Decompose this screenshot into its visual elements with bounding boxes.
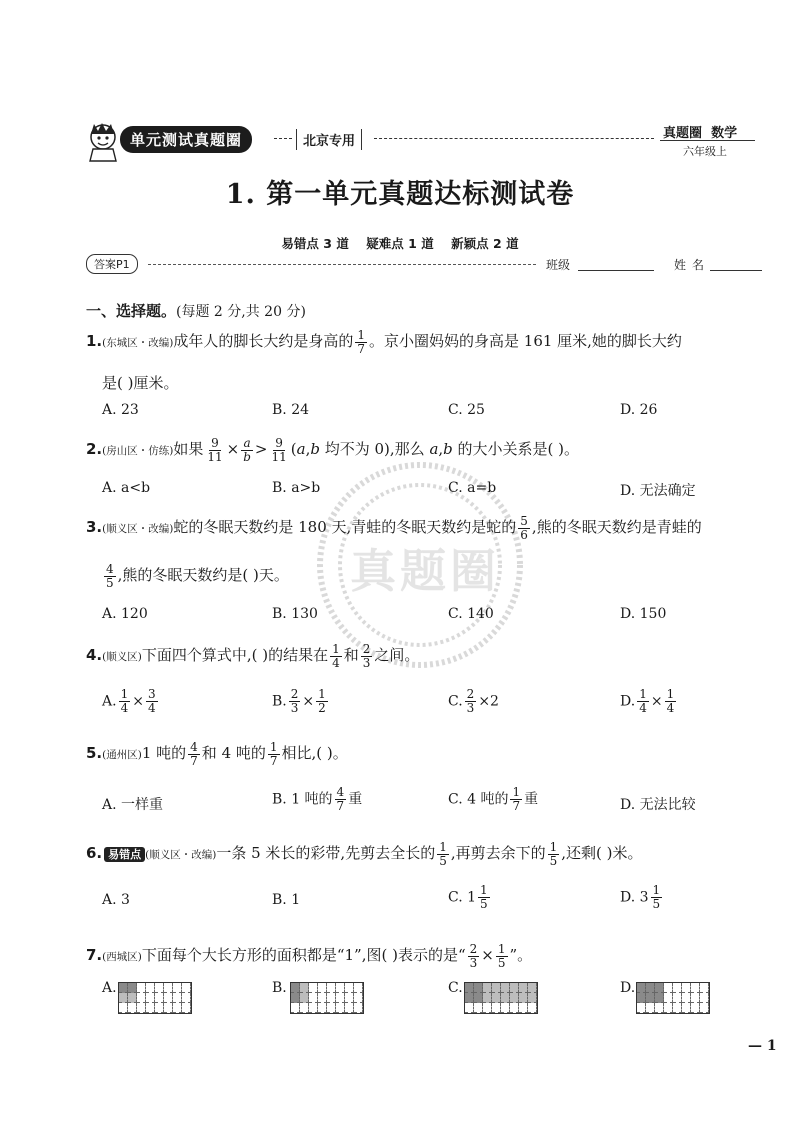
grid-cell [128,983,137,993]
grid-cell [492,993,501,1003]
question-1: 1.(东城区・改编)成年人的脚长大约是身高的 $\frac{1}{7}$ 。京小圈妈妈的身高是 161 厘米,她的脚长大约 [86,327,682,356]
grid-cell [327,1003,336,1013]
question-2: 2.(房山区・仿练)如果 $\frac{9}{11}$ × $\frac{a}{b}$ > $\frac{9}{11}$ (a,b 均不为 0),那么 a,b 的大小关系是( )。 [86,435,580,464]
grid-cell [146,1003,155,1013]
grid-cell [119,1003,128,1013]
class-label: 班级 [546,258,571,272]
grid-cell [318,983,327,993]
grid-cell [682,983,691,993]
page-title: 1. 第一单元真题达标测试卷 [225,179,575,210]
grid-cell [483,983,492,993]
grid-cell [182,983,191,993]
grid-cell [173,993,182,1003]
q3-option-b[interactable]: B. 130 [272,606,318,622]
grid-cell [474,993,483,1003]
q7-figure-d [636,982,710,1014]
grid-cell [336,983,345,993]
question-3-line2: $\frac{4}{5}$ ,熊的冬眠天数约是( )天。 [106,561,289,590]
grid-cell [664,983,673,993]
header-line-right [374,138,654,139]
q5-option-d[interactable]: D. 无法比较 [620,797,696,813]
q7-figure-c [464,982,538,1014]
grid-cell [327,983,336,993]
grid-cell [345,993,354,1003]
grid-cell [682,993,691,1003]
grid-cell [137,983,146,993]
grid-cell [300,983,309,993]
grid-cell [354,993,363,1003]
grid-cell [291,993,300,1003]
grid-cell [327,993,336,1003]
grid-cell [700,1003,709,1013]
grid-cell [519,1003,528,1013]
grid-cell [146,983,155,993]
grid-cell [155,1003,164,1013]
grid-cell [492,1003,501,1013]
grid-cell [155,993,164,1003]
grid-cell [309,993,318,1003]
header-line-left [274,138,292,139]
grid-cell [637,1003,646,1013]
q7-figure-b [290,982,364,1014]
grid-cell [164,983,173,993]
grid-cell [164,993,173,1003]
error-prone-tag: 易错点 [104,847,145,862]
q4-option-d[interactable]: D. $\frac{1}{4}$ × $\frac{1}{4}$ [620,687,675,715]
q1-option-d[interactable]: D. 26 [620,402,658,418]
grid-cell [655,993,664,1003]
q3-option-d[interactable]: D. 150 [620,606,667,622]
grid-cell [691,1003,700,1013]
header-bar [78,120,758,160]
answer-ref-line [148,264,536,265]
mascot-boy-icon [84,122,122,162]
grid-cell [664,1003,673,1013]
grid-cell [119,993,128,1003]
grid-cell [300,993,309,1003]
grid-cell [291,1003,300,1013]
q7-option-b[interactable]: B. [272,980,287,996]
grid-cell [155,983,164,993]
grid-cell [336,1003,345,1013]
grid-cell [519,993,528,1003]
page-number: — 1 [748,1038,777,1054]
grid-cell [128,993,137,1003]
badge-title: 单元测试真题圈 [120,126,252,153]
grid-cell [137,1003,146,1013]
q4-option-a[interactable]: A. $\frac{1}{4}$ × $\frac{3}{4}$ [102,687,156,715]
grid-cell [646,993,655,1003]
q4-option-c[interactable]: C. $\frac{2}{3}$ ×2 [448,687,499,715]
q6-option-d[interactable]: D. 3 $\frac{1}{5}$ [620,883,661,911]
grid-cell [510,993,519,1003]
grid-cell [465,993,474,1003]
grid-cell [182,1003,191,1013]
answer-ref: 答案P1 [86,254,138,274]
watermark-text: 真题圈 [350,544,500,598]
question-1-line2: 是( )厘米。 [102,374,179,392]
grid-cell [655,983,664,993]
grid-cell [691,993,700,1003]
grid-cell [483,993,492,1003]
q2-option-c[interactable]: C. a=b [448,480,497,496]
grid-cell [309,983,318,993]
grid-cell [501,983,510,993]
grid-cell [501,993,510,1003]
grid-cell [655,1003,664,1013]
grid-cell [501,1003,510,1013]
grid-cell [128,1003,137,1013]
grid-cell [519,983,528,993]
q2-option-b[interactable]: B. a>b [272,480,321,496]
grid-cell [336,993,345,1003]
grid-cell [345,983,354,993]
q2-option-d[interactable]: D. 无法确定 [620,483,696,499]
grid-cell [673,983,682,993]
q4-option-b[interactable]: B. $\frac{2}{3}$ × $\frac{1}{2}$ [272,687,326,715]
grid-cell [146,993,155,1003]
grid-cell [492,983,501,993]
grid-cell [510,1003,519,1013]
grid-cell [664,993,673,1003]
grid-cell [637,983,646,993]
q5-option-c[interactable]: C. 4 吨的 $\frac{1}{7}$ 重 [448,785,539,813]
q3-option-a[interactable]: A. 120 [102,606,148,622]
grid-cell [173,983,182,993]
q5-option-b[interactable]: B. 1 吨的 $\frac{4}{7}$ 重 [272,785,363,813]
q7-figure-a [118,982,192,1014]
question-6: 6. 易错点 (顺义区・改编)一条 5 米长的彩带,先剪去全长的 $\frac{1}{5}$ ,再剪去余下的 $\frac{1}{5}$ ,还剩( )米。 [86,839,643,868]
answer-ref-row [86,254,762,274]
q2-option-a[interactable]: A. a<b [102,480,151,496]
grid-cell [474,983,483,993]
grid-cell [637,993,646,1003]
grid-cell [474,1003,483,1013]
grid-cell [173,1003,182,1013]
q7-option-c[interactable]: C. [448,980,463,996]
name-field[interactable] [710,270,762,271]
stats-line: 易错点 3 道 疑难点 1 道 新颖点 2 道 [281,236,519,251]
q6-option-b[interactable]: B. 1 [272,892,301,908]
grid-cell [673,1003,682,1013]
q7-option-d[interactable]: D. [620,980,636,996]
grid-cell [119,983,128,993]
grid-cell [510,983,519,993]
grid-cell [345,1003,354,1013]
question-3: 3.(顺义区・改编)蛇的冬眠天数约是 180 天,青蛙的冬眠天数约是蛇的 $\frac{5}{6}$ ,熊的冬眠天数约是青蛙的 [86,513,702,542]
grid-cell [528,983,537,993]
grid-cell [673,993,682,1003]
q7-option-a[interactable]: A. [102,980,117,996]
grid-cell [465,1003,474,1013]
grid-cell [137,993,146,1003]
grid-cell [300,1003,309,1013]
name-label: 姓名 [674,258,711,272]
q5-option-a[interactable]: A. 一样重 [102,797,164,813]
grid-cell [354,1003,363,1013]
class-field[interactable] [578,270,654,271]
question-7: 7.(西城区)下面每个大长方形的面积都是“1”,图( )表示的是“ $\frac{2}{3}$ × $\frac{1}{5}$ ”。 [86,941,533,970]
grid-cell [309,1003,318,1013]
grid-cell [318,1003,327,1013]
series-label: 真题圈 数学 [663,126,738,141]
grid-cell [646,1003,655,1013]
grid-cell [700,993,709,1003]
header-rule [660,140,755,141]
q1-option-a[interactable]: A. 23 [102,402,139,418]
grid-cell [691,983,700,993]
q3-option-c[interactable]: C. 140 [448,606,494,622]
grid-cell [291,983,300,993]
grid-cell [164,1003,173,1013]
question-5: 5.(通州区)1 吨的 $\frac{4}{7}$ 和 4 吨的 $\frac{1}{7}$ 相比,( )。 [86,739,348,768]
region-label: 北京专用 [296,129,362,150]
grid-cell [528,993,537,1003]
grid-cell [318,993,327,1003]
q6-option-c[interactable]: C. 1 $\frac{1}{5}$ [448,883,488,911]
grid-cell [700,983,709,993]
grid-cell [354,983,363,993]
q1-option-b[interactable]: B. 24 [272,402,310,418]
question-4: 4.(顺义区)下面四个算式中,( )的结果在 $\frac{1}{4}$ 和 $\frac{2}{3}$ 之间。 [86,641,420,670]
grid-cell [483,1003,492,1013]
q6-option-a[interactable]: A. 3 [102,892,130,908]
grid-cell [182,993,191,1003]
grid-cell [682,1003,691,1013]
grid-cell [465,983,474,993]
section-title: 一、选择题。(每题 2 分,共 20 分) [86,302,306,320]
grid-cell [646,983,655,993]
q1-option-c[interactable]: C. 25 [448,402,485,418]
grid-cell [528,1003,537,1013]
grade-label: 六年级上 [683,145,727,158]
